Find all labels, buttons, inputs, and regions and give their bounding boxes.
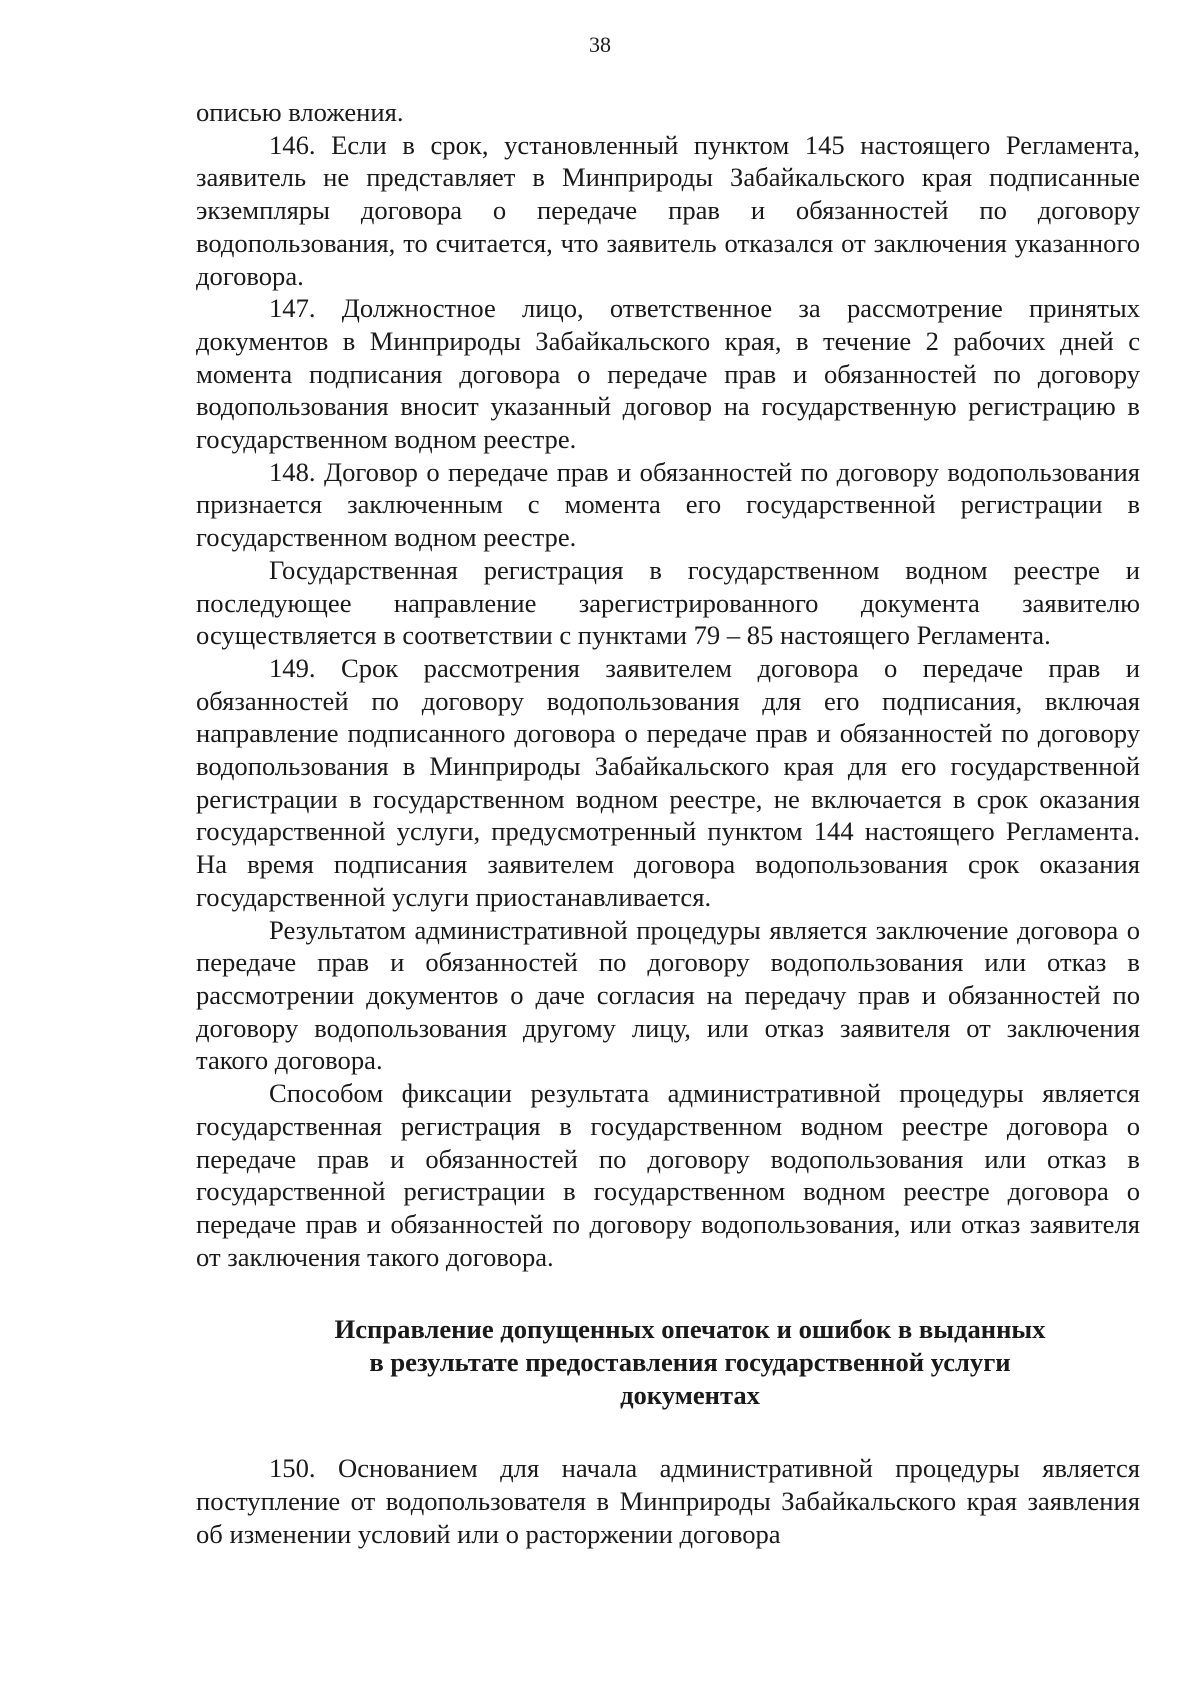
paragraph-146: 146. Если в срок, установленный пунктом 145 настоящего Регламента, заявитель не представляет в Минприроды Забайкальского края подписанные экземпляры договора о передаче прав и обязанностей по договору водопользования, то считается, что заявитель отказался от заключения указанного договора. [196,129,1140,291]
paragraph-fixation-method: Способом фиксации результата административной процедуры является государственная регистрация в государственном водном реестре договора о передаче прав и обязанностей по договору водопользования или отказ в государственной регистрации в государственном водном реестре договора о передаче прав и обязанностей по договору водопользования, или отказ заявителя от заключения такого договора. [196,1078,1140,1272]
paragraph-result: Результатом административной процедуры является заключение договора о передаче прав и обязанностей по договору водопользования или отказ в рассмотрении документов о даче согласия на передачу прав и обязанностей по договору водопользования другому лицу, или отказ заявителя от заключения такого договора. [196,914,1140,1076]
section-heading-line-3: документах [620,1380,760,1411]
section-heading-line-1: Исправление допущенных опечаток и ошибок в выданных [334,1314,1046,1345]
paragraph-registration: Государственная регистрация в государственном водном реестре и последующее направление зарегистрированного документа заявителю осуществляется в соответствии с пунктами 79 – 85 настоящего Регламента. [196,554,1140,651]
paragraph-150: 150. Основанием для начала административной процедуры является поступление от водопользователя в Минприроды Забайкальского края заявления об изменении условий или о расторжении договора [196,1453,1140,1549]
section-heading [196,1313,1140,1412]
section-heading-line-2: в результате предоставления государственной услуги [369,1347,1011,1378]
paragraph-147: 147. Должностное лицо, ответственное за рассмотрение принятых документов в Минприроды Забайкальского края, в течение 2 рабочих дней с момента подписания договора о передаче прав и обязанностей по договору водопользования вносит указанный договор на государственную регистрацию в государственном водном реестре. [196,293,1140,455]
page-number: 38 [589,32,611,57]
paragraph-148: 148. Договор о передаче прав и обязанностей по договору водопользования признается заключенным с момента его государственной регистрации в государственном водном реестре. [196,456,1140,553]
document-body [196,96,1140,1550]
paragraph-continuation: описью вложения. [196,97,404,127]
paragraph-149: 149. Срок рассмотрения заявителем договора о передаче прав и обязанностей по договору водопользования для его подписания, включая направление подписанного договора о передаче прав и обязанностей по договору водопользования в Минприроды Забайкальского края для его государственной регистрации в государственном водном реестре, не включается в срок оказания государственной услуги, предусмотренный пунктом 144 настоящего Регламента. На время подписания заявителем договора водопользования срок оказания государственной услуги приостанавливается. [196,652,1140,912]
